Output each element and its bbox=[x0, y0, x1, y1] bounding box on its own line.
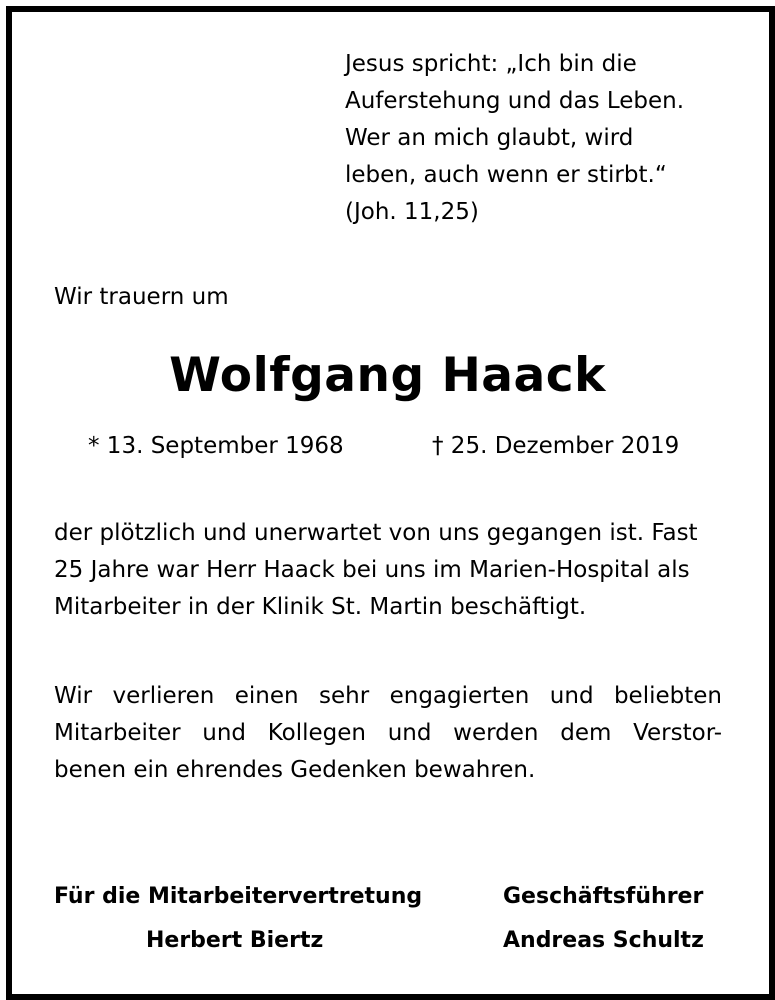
signature-right-name: Andreas Schultz bbox=[503, 928, 704, 953]
death-date: † 25. Dezember 2019 bbox=[432, 433, 680, 459]
body-paragraph-1 bbox=[54, 515, 722, 626]
signature-right-title: Geschäftsführer bbox=[503, 884, 704, 909]
quote-line: Wer an mich glaubt, wird bbox=[345, 125, 634, 151]
signature-left-title: Für die Mitarbeitervertretung bbox=[54, 884, 423, 909]
quote-line: Jesus spricht: „Ich bin die bbox=[345, 51, 637, 77]
body-line: 25 Jahre war Herr Haack bei uns im Marien-Hospital als bbox=[54, 557, 690, 583]
body-line: der plötzlich und unerwartet von uns gegangen ist. Fast bbox=[54, 520, 698, 546]
mourning-intro: Wir trauern um bbox=[54, 284, 229, 310]
quote-line: leben, auch wenn er stirbt.“ bbox=[345, 162, 667, 188]
body-line: Mitarbeiter in der Klinik St. Martin beschäftigt. bbox=[54, 594, 587, 620]
quote-line: Auferstehung und das Leben. bbox=[345, 88, 685, 114]
deceased-name: Wolfgang Haack bbox=[169, 348, 606, 403]
body-line: Wir verlieren einen sehr engagierten und beliebten bbox=[54, 683, 722, 709]
signature-left-name: Herbert Biertz bbox=[146, 928, 324, 953]
body-line: benen ein ehrendes Gedenken bewahren. bbox=[54, 757, 536, 783]
bible-quote bbox=[345, 46, 725, 231]
body-paragraph-2 bbox=[54, 678, 722, 789]
body-line: Mitarbeiter und Kollegen und werden dem Verstor- bbox=[54, 720, 722, 746]
birth-date: * 13. September 1968 bbox=[88, 433, 344, 459]
quote-reference: (Joh. 11,25) bbox=[345, 199, 479, 225]
